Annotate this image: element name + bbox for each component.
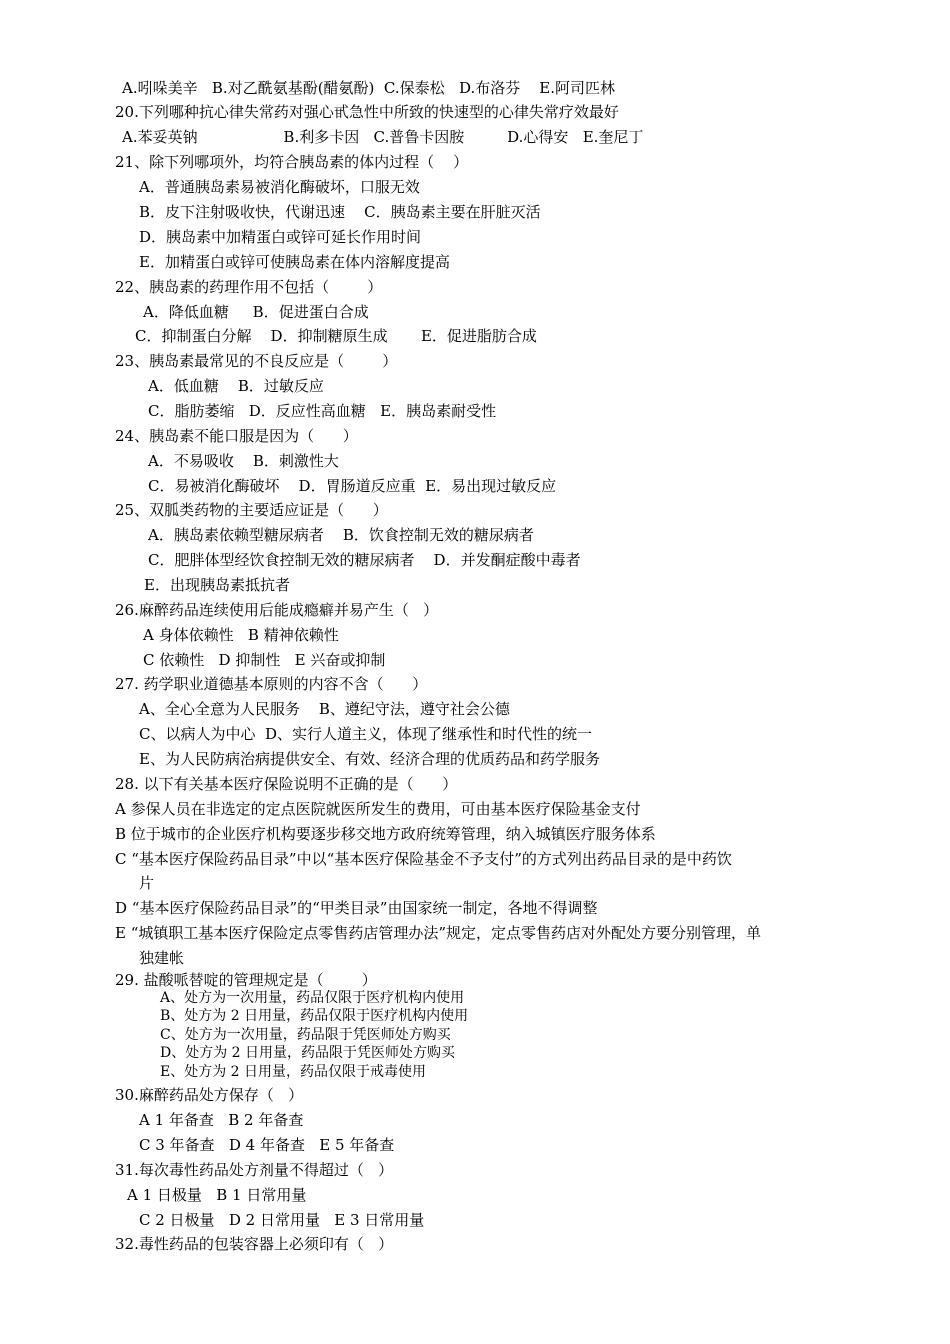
text-line-q28-c-cont: 片	[139, 874, 155, 892]
text-line-q21-e: E．加精蛋白或锌可使胰岛素在体内溶解度提高	[139, 253, 450, 271]
text-line-q20-options: A.苯妥英钠 B.利多卡因 C.普鲁卡因胺 D.心得安 E.奎尼丁	[122, 128, 644, 146]
text-line-q30-ab: A 1 年备查 B 2 年备查	[139, 1111, 304, 1129]
text-line-q27-cd: C、以病人为中心 D、实行人道主义，体现了继承性和时代性的统一	[139, 725, 593, 743]
text-line-q27: 27. 药学职业道德基本原则的内容不含（ ）	[115, 675, 428, 693]
text-line-q26-ab: A 身体依赖性 B 精神依赖性	[143, 626, 339, 644]
text-line-q24-ab: A．不易吸收 B．刺激性大	[148, 452, 339, 470]
text-line-q29-c: C、处方为一次用量，药品限于凭医师处方购买	[160, 1027, 451, 1043]
text-line-q19-options: A.吲哚美辛 B.对乙酰氨基酚(醋氨酚) C.保泰松 D.布洛芬 E.阿司匹林	[122, 79, 616, 97]
text-line-q27-e: E、为人民防病治病提供安全、有效、经济合理的优质药品和药学服务	[139, 750, 600, 768]
text-line-q31: 31.每次毒性药品处方剂量不得超过（ ）	[115, 1161, 394, 1179]
text-line-q27-ab: A、全心全意为人民服务 B、遵纪守法，遵守社会公德	[139, 700, 510, 718]
text-line-q28-e-cont: 独建帐	[139, 949, 185, 967]
text-line-q23: 23、胰岛素最常见的不良反应是（ ）	[115, 352, 398, 370]
text-line-q20: 20.下列哪种抗心律失常药对强心甙急性中所致的快速型的心律失常疗效最好	[115, 103, 619, 121]
text-line-q28: 28. 以下有关基本医疗保险说明不正确的是（ ）	[115, 775, 458, 793]
text-line-q31-cde: C 2 日极量 D 2 日常用量 E 3 日常用量	[139, 1211, 425, 1229]
text-line-q29: 29. 盐酸哌替啶的管理规定是（ ）	[115, 971, 377, 989]
text-line-q21-d: D．胰岛素中加精蛋白或锌可延长作用时间	[139, 228, 422, 246]
text-line-q29-d: D、处方为 2 日用量，药品限于凭医师处方购买	[160, 1045, 456, 1061]
text-line-q28-d: D “基本医疗保险药品目录”的“甲类目录”由国家统一制定，各地不得调整	[115, 899, 598, 917]
text-line-q24-cde: C．易被消化酶破坏 D．胃肠道反应重 E．易出现过敏反应	[148, 477, 557, 495]
text-line-q21-bc: B．皮下注射吸收快，代谢迅速 C．胰岛素主要在肝脏灭活	[139, 203, 541, 221]
text-line-q24: 24、胰岛素不能口服是因为（ ）	[115, 427, 358, 445]
text-line-q26-cde: C 依赖性 D 抑制性 E 兴奋或抑制	[143, 651, 386, 669]
text-line-q29-a: A、处方为一次用量，药品仅限于医疗机构内使用	[160, 990, 465, 1006]
text-line-q25: 25、双胍类药物的主要适应证是（ ）	[115, 501, 388, 519]
text-line-q29-b: B、处方为 2 日用量，药品仅限于医疗机构内使用	[160, 1008, 469, 1024]
text-line-q30-cde: C 3 年备查 D 4 年备查 E 5 年备查	[139, 1136, 395, 1154]
text-line-q30: 30.麻醉药品处方保存（ ）	[115, 1086, 304, 1104]
text-line-q22-cde: C．抑制蛋白分解 D．抑制糖原生成 E．促进脂肪合成	[135, 327, 537, 345]
text-line-q22-ab: A．降低血糖 B．促进蛋白合成	[143, 303, 369, 321]
text-line-q25-cd: C．肥胖体型经饮食控制无效的糖尿病者 D．并发酮症酸中毒者	[148, 551, 581, 569]
text-line-q21-a: A．普通胰岛素易被消化酶破坏，口服无效	[139, 178, 420, 196]
text-line-q28-b: B 位于城市的企业医疗机构要逐步移交地方政府统筹管理，纳入城镇医疗服务体系	[115, 825, 656, 843]
text-line-q28-a: A 参保人员在非选定的定点医院就医所发生的费用，可由基本医疗保险基金支付	[115, 800, 641, 818]
text-line-q22: 22、胰岛素的药理作用不包括（ ）	[115, 278, 383, 296]
text-line-q25-ab: A．胰岛素依赖型糖尿病者 B．饮食控制无效的糖尿病者	[148, 526, 534, 544]
text-line-q26: 26.麻醉药品连续使用后能成瘾癖并易产生（ ）	[115, 601, 439, 619]
text-line-q28-c: C “基本医疗保险药品目录”中以“基本医疗保险基金不予支付”的方式列出药品目录的是中药饮	[115, 850, 732, 868]
text-line-q23-cde: C．脂肪萎缩 D．反应性高血糖 E．胰岛素耐受性	[148, 402, 497, 420]
text-line-q25-e: E．出现胰岛素抵抗者	[144, 576, 290, 594]
text-line-q21: 21、除下列哪项外，均符合胰岛素的体内过程（ ）	[115, 153, 469, 171]
text-line-q32: 32.毒性药品的包装容器上必须印有（ ）	[115, 1235, 394, 1253]
text-line-q23-ab: A．低血糖 B．过敏反应	[148, 377, 324, 395]
text-line-q29-e: E、处方为 2 日用量，药品仅限于戒毒使用	[160, 1064, 427, 1080]
text-line-q28-e: E “城镇职工基本医疗保险定点零售药店管理办法”规定，定点零售药店对外配处方要分别管理，单	[115, 924, 762, 942]
text-line-q31-ab: A 1 日极量 B 1 日常用量	[127, 1186, 307, 1204]
